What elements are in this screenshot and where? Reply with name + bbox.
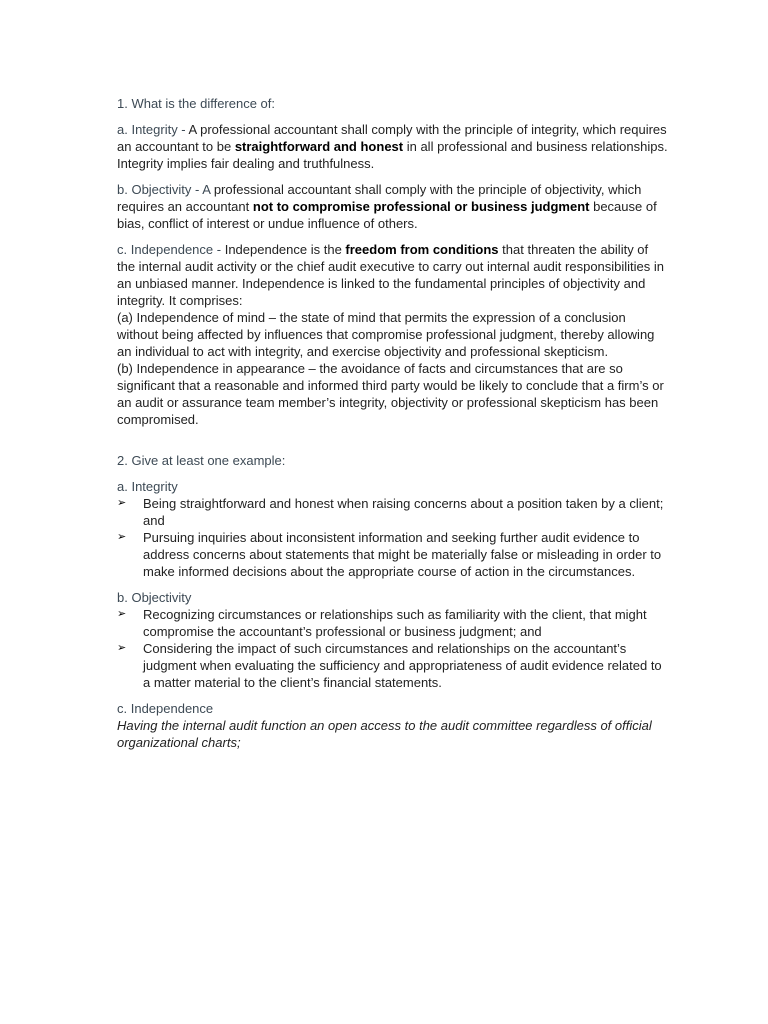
arrow-bullet-icon: ➢ [117,531,127,543]
objectivity-text-end: because of bias, conflict of interest or undue influence of others. [117,199,657,231]
example-objectivity-label: b. Objectivity [117,590,192,605]
objectivity-text-start: professional accountant shall comply with the principle of objectivity, which requires an accountant [117,182,642,214]
arrow-bullet-icon: ➢ [117,642,127,654]
independence-example: Having the internal audit function an open access to the audit committee regardless of official organizational charts; [117,718,652,750]
arrow-bullet-icon: ➢ [117,497,127,509]
list-item [117,640,668,691]
objectivity-label: b. Objectivity - A [117,182,211,197]
integrity-label: a. Integrity - [117,122,189,137]
question-2-heading: 2. Give at least one example: [117,453,286,468]
objectivity-key-phrase: not to compromise professional or business judgment [252,199,590,214]
list-item-text: Being straightforward and honest when raising concerns about a position taken by a client; and [143,496,664,528]
example-independence-label: c. Independence [117,701,214,716]
independence-key-phrase: freedom from conditions [345,242,499,257]
objectivity-definition [117,181,668,232]
example-integrity-label: a. Integrity [117,479,178,494]
independence-intro [117,241,668,309]
list-item-text: Recognizing circumstances or relationships such as familiarity with the client, that might compromise the accountant’s professional or business judgment; and [143,607,647,639]
independence-in-appearance: (b) Independence in appearance – the avoidance of facts and circumstances that are so significant that a reasonable and informed third party would be likely to conclude that a firm’s or an audit or assurance team member’s integrity, objectivity or professional skepticism has been compromised. [117,361,664,427]
list-item-text: Pursuing inquiries about inconsistent information and seeking further audit evidence to address concerns about statements that might be materially false or misleading in order to make informed decisions about the appropriate course of action in the circumstances. [143,530,662,579]
independence-definition [117,241,668,428]
independence-of-mind: (a) Independence of mind – the state of mind that permits the expression of a conclusion without being affected by influences that compromise professional judgment, thereby allowing an individual to act with integrity, and exercise objectivity and professional skepticism. [117,310,655,359]
integrity-text-start: A professional accountant shall comply with the principle of integrity, which requires an accountant to be [117,122,667,154]
list-item-text: Considering the impact of such circumstances and relationships on the accountant’s judgment when evaluating the sufficiency and appropriateness of audit evidence related to a matter material to the client’s financial statements. [143,641,662,690]
independence-text-start: Independence is the [224,242,346,257]
integrity-definition [117,121,668,172]
list-item [117,606,668,640]
independence-text-end: that threaten the ability of the internal audit activity or the chief audit executive to carry out internal audit responsibilities in an unbiased manner. Independence is linked to the fundamental principles of objectivity and integrity. It comprises: [117,242,665,308]
list-item [117,529,668,580]
integrity-example-list [117,495,668,580]
question-1-heading: 1. What is the difference of: [117,96,276,111]
objectivity-example-list [117,606,668,691]
independence-label: c. Independence - [117,242,225,257]
list-item [117,495,668,529]
arrow-bullet-icon: ➢ [117,608,127,620]
integrity-key-phrase: straightforward and honest [234,139,404,154]
integrity-text-end: in all professional and business relationships. Integrity implies fair dealing and truthfulness. [117,139,668,171]
